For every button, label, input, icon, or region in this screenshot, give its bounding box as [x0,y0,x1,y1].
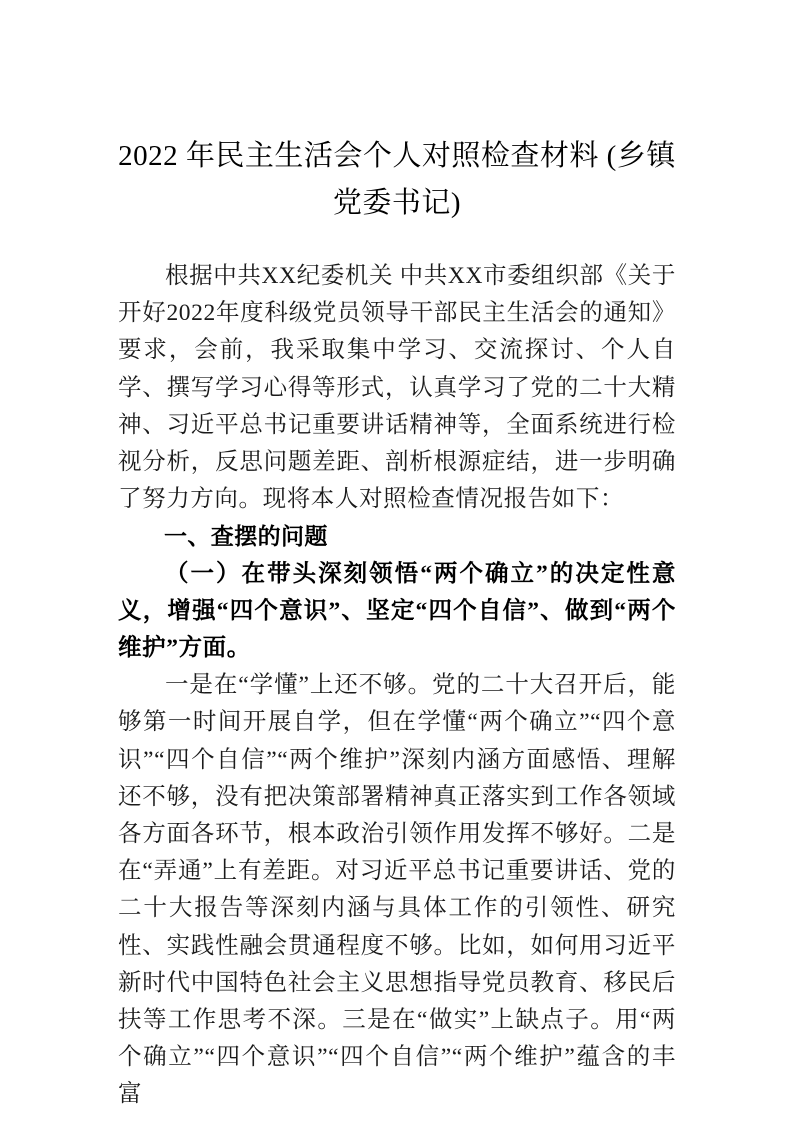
document-title [118,0,676,227]
paragraph-body-one: 一是在“学懂”上还不够。党的二十大召开后，能够第一时间开展自学，但在学懂“两个确立”“四个意识”“四个自信”“两个维护”深刻内涵方面感悟、理解还不够，没有把决策部署精神真正落实到工作各领域各方面各环节，根本政治引领作用发挥不够好。二是在“弄通”上有差距。对习近平总书记重要讲话、党的二十大报告等深刻内涵与具体工作的引领性、研究性、实践性融会贯通程度不够。比如，如何用习近平新时代中国特色社会主义思想指导党员教育、移民后扶等工作思考不深。三是在“做实”上缺点子。用“两个确立”“四个意识”“四个自信”“两个维护”蕴含的丰富 [118,672,676,1108]
document-content-column [118,0,676,1114]
subsection-heading-one: （一）在带头深刻领悟“两个确立”的决定性意义，增强“四个意识”、坚定“四个自信”、做到“两个维护”方面。 [118,560,676,662]
document-title-line-2: 党委书记) [332,187,462,219]
paragraph-intro: 根据中共XX纪委机关 中共XX市委组织部《关于开好2022年度科级党员领导干部民主生活会的通知》要求，会前，我采取集中学习、交流探讨、个人自学、撰写学习心得等形式，认真学习了党的二十大精神、习近平总书记重要讲话精神等，全面系统进行检视分析，反思问题差距、剖析根源症结，进一步明确了努力方向。现将本人对照检查情况报告如下： [118,263,676,513]
document-title-line-1: 2022 年民主生活会个人对照检查材料 (乡镇 [118,140,676,172]
section-heading-one: 一、查摆的问题 [164,523,328,550]
